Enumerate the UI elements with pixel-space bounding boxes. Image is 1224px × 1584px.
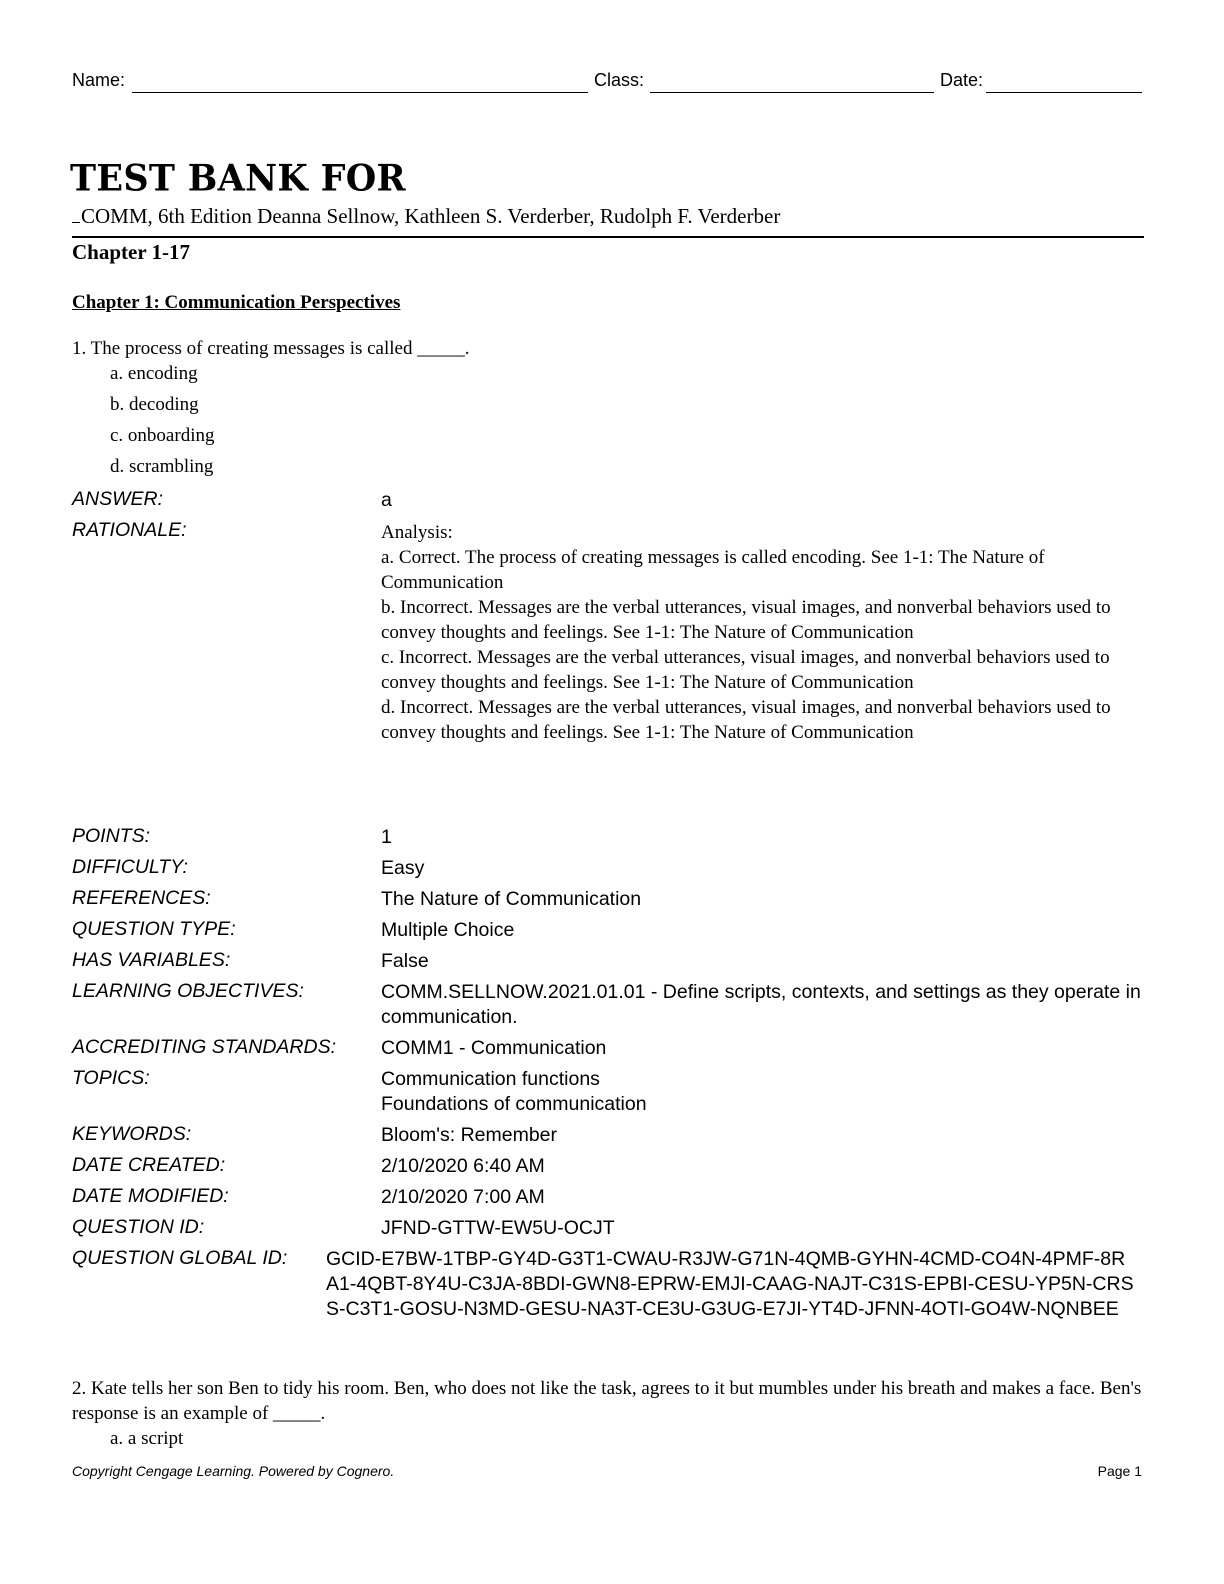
learning-objectives-value: COMM.SELLNOW.2021.01.01 - Define scripts, contexts, and settings as they operate in communication. bbox=[381, 981, 1141, 1028]
question-1-stem: 1. The process of creating messages is called _____. bbox=[72, 338, 470, 359]
name-label: Name: bbox=[72, 70, 126, 90]
question-id-label: QUESTION ID: bbox=[72, 1216, 205, 1238]
question-type-value: Multiple Choice bbox=[381, 919, 515, 941]
footer-copyright: Copyright Cengage Learning. Powered by Cognero. bbox=[72, 1463, 395, 1479]
question-1-option-d: d. scrambling bbox=[110, 456, 214, 477]
chapter-title: Chapter 1: Communication Perspectives bbox=[72, 292, 401, 313]
question-type-label: QUESTION TYPE: bbox=[72, 918, 236, 940]
learning-objectives-label: LEARNING OBJECTIVES: bbox=[72, 980, 304, 1002]
question-1-option-c: c. onboarding bbox=[110, 425, 215, 446]
date-blank-line bbox=[986, 92, 1142, 93]
name-blank-line bbox=[132, 92, 588, 93]
subtitle-text: COMM, 6th Edition Deanna Sellnow, Kathleen S. Verderber, Rudolph F. Verderber bbox=[81, 204, 781, 228]
rationale-label: RATIONALE: bbox=[72, 519, 187, 541]
rationale-line: d. Incorrect. Messages are the verbal utterances, visual images, and nonverbal behaviors used to convey thoughts and feelings. See 1-1: The Nature of Communication bbox=[381, 697, 1111, 743]
rationale-line: c. Incorrect. Messages are the verbal utterances, visual images, and nonverbal behaviors used to convey thoughts and feelings. See 1-1: The Nature of Communication bbox=[381, 647, 1110, 693]
date-modified-value: 2/10/2020 7:00 AM bbox=[381, 1186, 545, 1208]
question-2-stem: 2. Kate tells her son Ben to tidy his room. Ben, who does not like the task, agrees to it but mumbles under his breath and makes a face. Ben's response is an example of _____. bbox=[72, 1378, 1142, 1424]
points-value: 1 bbox=[381, 826, 392, 848]
topics-label: TOPICS: bbox=[72, 1067, 150, 1089]
question-global-id-value: GCID-E7BW-1TBP-GY4D-G3T1-CWAU-R3JW-G71N-4QMB-GYHN-4CMD-CO4N-4PMF-8RA1-4QBT-8Y4U-C3JA-8BDI-GWN8-EPRW-EMJI-CAAG-NAJT-C31S-EPBI-CESU-YP5N-CRSS-C3T1-GOSU-N3MD-GESU-NA3T-CE3U-G3UG-E7JI-YT4D-JFNN-4OTI-GO4W-NQNBEE bbox=[326, 1248, 1134, 1320]
question-global-id-label: QUESTION GLOBAL ID: bbox=[72, 1247, 288, 1269]
difficulty-value: Easy bbox=[381, 857, 425, 879]
question-2-option-a: a. a script bbox=[110, 1428, 184, 1449]
points-label: POINTS: bbox=[72, 825, 151, 847]
has-variables-value: False bbox=[381, 950, 429, 972]
references-value: The Nature of Communication bbox=[381, 888, 642, 910]
footer-page-number: Page 1 bbox=[1097, 1463, 1142, 1479]
answer-value: a bbox=[381, 489, 392, 511]
class-label: Class: bbox=[594, 70, 645, 90]
question-id-value: JFND-GTTW-EW5U-OCJT bbox=[381, 1217, 615, 1239]
title-divider bbox=[72, 236, 1144, 238]
document-title: TEST BANK FOR bbox=[70, 156, 406, 201]
answer-label: ANSWER: bbox=[72, 488, 164, 510]
topic-item: Communication functions bbox=[381, 1068, 600, 1090]
date-created-value: 2/10/2020 6:40 AM bbox=[381, 1155, 545, 1177]
keywords-value: Bloom's: Remember bbox=[381, 1124, 558, 1146]
references-label: REFERENCES: bbox=[72, 887, 211, 909]
subtitle-dash bbox=[72, 204, 80, 223]
question-1-option-b: b. decoding bbox=[110, 394, 199, 415]
accrediting-standards-value: COMM1 - Communication bbox=[381, 1037, 607, 1059]
class-blank-line bbox=[650, 92, 934, 93]
date-created-label: DATE CREATED: bbox=[72, 1154, 226, 1176]
topics-value bbox=[381, 1067, 1141, 1117]
question-1-option-a: a. encoding bbox=[110, 363, 198, 384]
rationale-line: a. Correct. The process of creating messages is called encoding. See 1-1: The Nature of Communication bbox=[381, 547, 1045, 593]
document-subtitle bbox=[72, 204, 780, 229]
difficulty-label: DIFFICULTY: bbox=[72, 856, 188, 878]
date-modified-label: DATE MODIFIED: bbox=[72, 1185, 229, 1207]
rationale-text bbox=[381, 520, 1141, 745]
date-label: Date: bbox=[940, 70, 984, 90]
keywords-label: KEYWORDS: bbox=[72, 1123, 192, 1145]
accrediting-standards-label: ACCREDITING STANDARDS: bbox=[72, 1036, 336, 1058]
rationale-line: Analysis: bbox=[381, 522, 453, 543]
chapter-range: Chapter 1-17 bbox=[72, 240, 191, 264]
has-variables-label: HAS VARIABLES: bbox=[72, 949, 231, 971]
rationale-line: b. Incorrect. Messages are the verbal utterances, visual images, and nonverbal behaviors used to convey thoughts and feelings. See 1-1: The Nature of Communication bbox=[381, 597, 1111, 643]
student-info-header bbox=[72, 70, 1142, 96]
topic-item: Foundations of communication bbox=[381, 1093, 647, 1115]
